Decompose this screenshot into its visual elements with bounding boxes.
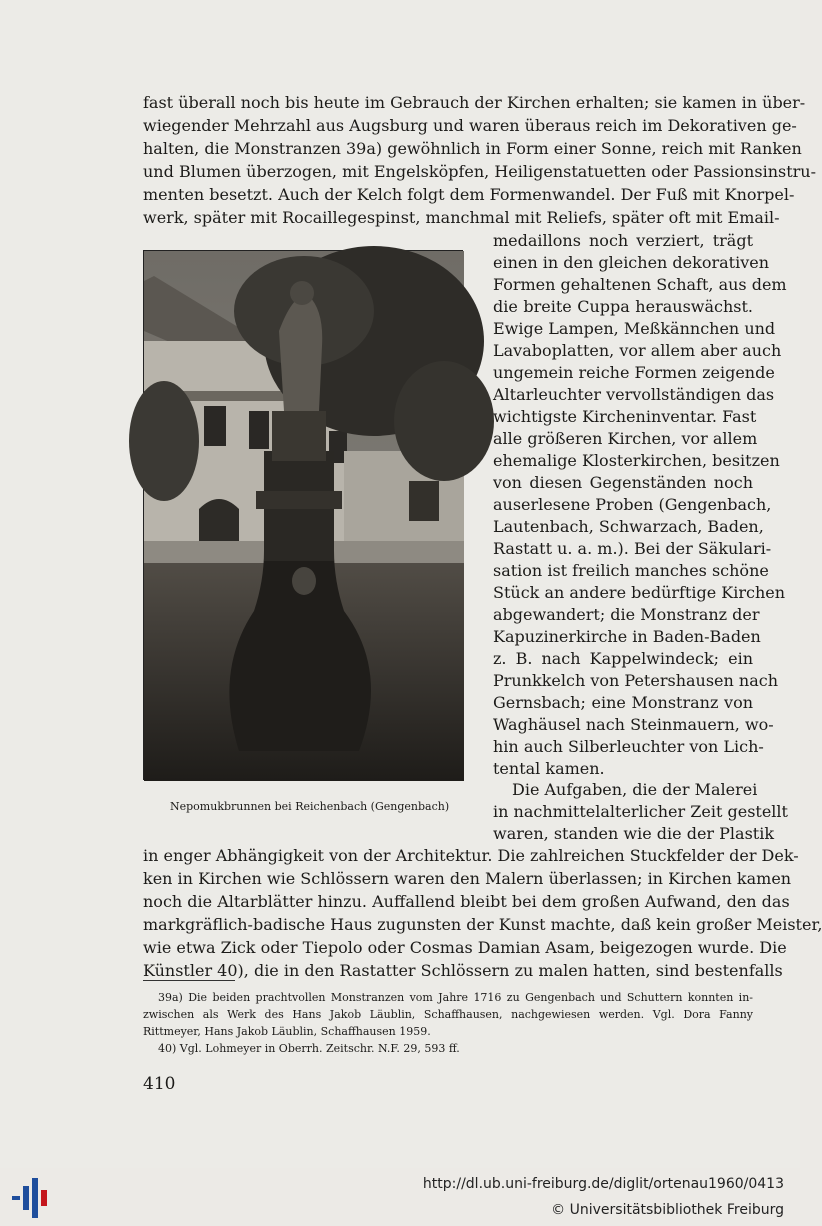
text-line: Künstler 40), die in den Rastatter Schlössern zu malen hatten, sind bestenfalls xyxy=(143,961,783,980)
text-line: alle größeren Kirchen, vor allem xyxy=(493,429,758,448)
photo-caption: Nepomukbrunnen bei Reichenbach (Gengenbach) xyxy=(170,800,450,813)
text-line: halten, die Monstranzen 39a) gewöhnlich in Form einer Sonne, reich mit Ranken xyxy=(143,139,802,158)
text-line: wie etwa Zick oder Tiepolo oder Cosmas Damian Asam, beigezogen wurde. Die xyxy=(143,938,787,957)
text-line: auserlesene Proben (Gengenbach, xyxy=(493,495,772,514)
copyright-text: © Universitätsbibliothek Freiburg xyxy=(551,1202,784,1218)
text-line: Lavaboplatten, vor allem aber auch xyxy=(493,341,782,360)
text-line: wiegender Mehrzahl aus Augsburg und waren überaus reich im Dekorativen ge- xyxy=(143,116,797,135)
text-line: z. B. nach Kappelwindeck; ein xyxy=(493,649,753,668)
text-line: Rastatt u. a. m.). Bei der Säkulari- xyxy=(493,539,772,558)
text-line: Prunkkelch von Petershausen nach xyxy=(493,671,779,690)
source-url-link[interactable]: http://dl.ub.uni-freiburg.de/diglit/ortenau1960/0413 xyxy=(422,1176,784,1192)
footnote-rule xyxy=(143,980,235,981)
footnote: 40) Vgl. Lohmeyer in Oberrh. Zeitschr. N.F. 29, 593 ff. xyxy=(158,1042,460,1055)
text-line: von diesen Gegenständen noch xyxy=(493,473,753,492)
footnote: Rittmeyer, Hans Jakob Läublin, Schaffhausen 1959. xyxy=(143,1025,431,1038)
text-line: markgräflich-badische Haus zugunsten der Kunst machte, daß kein großer Meister, xyxy=(143,915,822,934)
text-line: noch die Altarblätter hinzu. Auffallend bleibt bei dem großen Aufwand, den das xyxy=(143,892,790,911)
text-line: menten besetzt. Auch der Kelch folgt dem Formenwandel. Der Fuß mit Knorpel- xyxy=(143,185,795,204)
footnote: zwischen als Werk des Hans Jakob Läublin, Schaffhausen, nachgewiesen werden. Vgl. Dora Fanny xyxy=(143,1008,753,1021)
text-line: Ewige Lampen, Meßkännchen und xyxy=(493,319,776,338)
text-line: einen in den gleichen dekorativen xyxy=(493,253,770,272)
text-line: ken in Kirchen wie Schlössern waren den Malern überlassen; in Kirchen kamen xyxy=(143,869,792,888)
text-line: Stück an andere bedürftige Kirchen xyxy=(493,583,786,602)
text-line: Kapuzinerkirche in Baden-Baden xyxy=(493,627,761,646)
text-line: und Blumen überzogen, mit Engelsköpfen, Heiligenstatuetten oder Passionsinstru- xyxy=(143,162,816,181)
paragraph-start: Die Aufgaben, die der Malerei xyxy=(512,780,758,799)
text-line: ehemalige Klosterkirchen, besitzen xyxy=(493,451,780,470)
text-line: medaillons noch verziert, trägt xyxy=(493,231,753,250)
text-line: hin auch Silberleuchter von Lich- xyxy=(493,737,764,756)
text-line: tental kamen. xyxy=(493,759,605,778)
text-line: Formen gehaltenen Schaft, aus dem xyxy=(493,275,787,294)
university-logo-icon xyxy=(12,1176,52,1220)
text-line: abgewandert; die Monstranz der xyxy=(493,605,760,624)
text-line: sation ist freilich manches schöne xyxy=(493,561,769,580)
page-number: 410 xyxy=(143,1074,176,1094)
text-line: werk, später mit Rocaillegespinst, manchmal mit Reliefs, später oft mit Email- xyxy=(143,208,780,227)
text-line: Gernsbach; eine Monstranz von xyxy=(493,693,753,712)
text-line: fast überall noch bis heute im Gebrauch der Kirchen erhalten; sie kamen in über- xyxy=(143,93,806,112)
library-footer xyxy=(0,1168,800,1226)
text-line: in nachmittelalterlicher Zeit gestellt xyxy=(493,802,788,821)
text-line: in enger Abhängigkeit von der Architektur. Die zahlreichen Stuckfelder der Dek- xyxy=(143,846,799,865)
text-line: Lautenbach, Schwarzach, Baden, xyxy=(493,517,764,536)
nepomuk-fountain-photo xyxy=(143,250,463,780)
footnote: 39a) Die beiden prachtvollen Monstranzen vom Jahre 1716 zu Gengenbach und Schuttern konnten in- xyxy=(158,991,753,1004)
text-line: Waghäusel nach Steinmauern, wo- xyxy=(493,715,774,734)
fountain-photo-image xyxy=(144,251,464,781)
text-line: waren, standen wie die der Plastik xyxy=(493,824,775,843)
text-line: die breite Cuppa herauswächst. xyxy=(493,297,753,316)
text-line: wichtigste Kircheninventar. Fast xyxy=(493,407,757,426)
text-line: Altarleuchter vervollständigen das xyxy=(493,385,775,404)
text-line: ungemein reiche Formen zeigende xyxy=(493,363,775,382)
